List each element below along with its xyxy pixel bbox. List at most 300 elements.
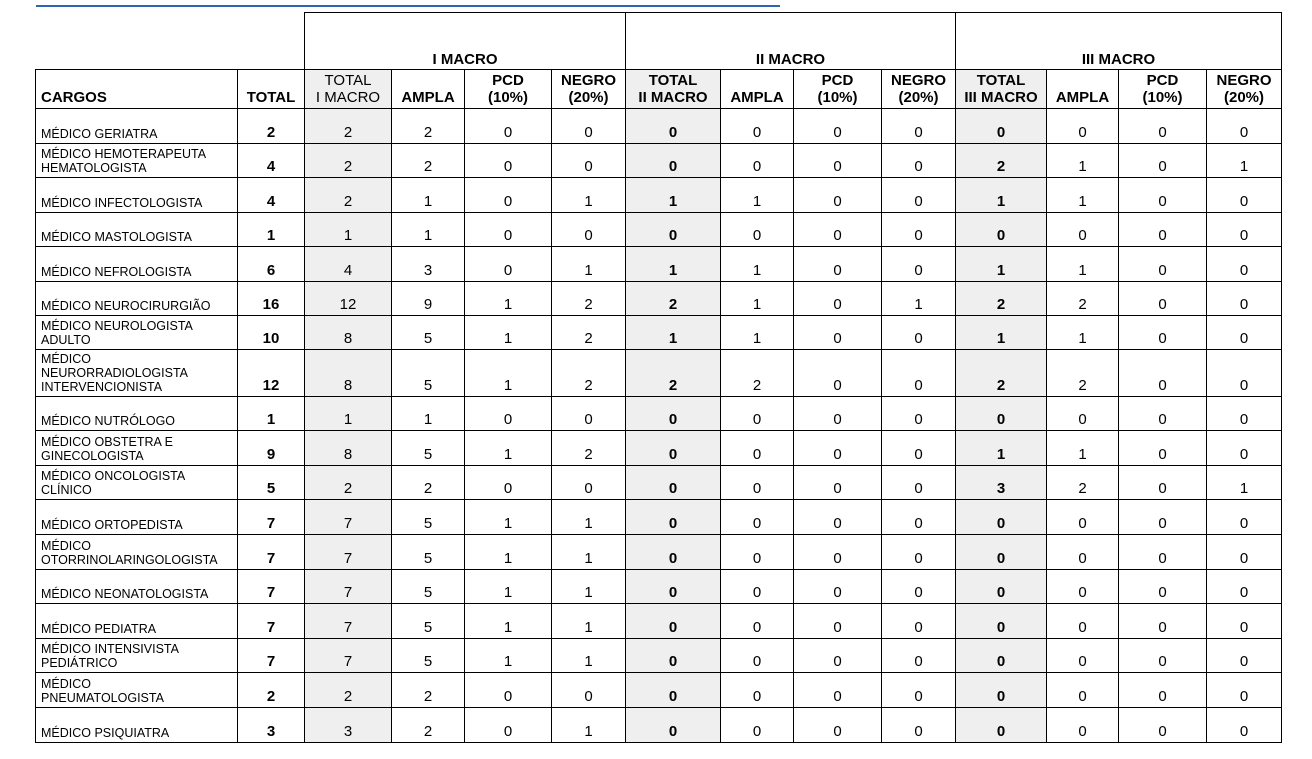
value-cell: 0 <box>1047 397 1119 431</box>
value-cell: 1 <box>1047 431 1119 466</box>
value-cell: 1 <box>552 570 626 604</box>
cargo-line: MÉDICO OBSTETRA E <box>41 435 173 449</box>
value-cell: 10 <box>238 316 305 350</box>
value-cell: 3 <box>305 708 392 743</box>
value-cell: 0 <box>1119 316 1207 350</box>
value-cell: 1 <box>392 397 465 431</box>
value-cell: 7 <box>305 570 392 604</box>
value-cell: 3 <box>392 247 465 282</box>
value-cell: 7 <box>305 500 392 535</box>
value-cell: 0 <box>882 144 956 178</box>
value-cell: 0 <box>882 708 956 743</box>
value-cell: 8 <box>305 350 392 397</box>
table-row <box>36 350 1282 397</box>
value-cell: 2 <box>392 144 465 178</box>
value-cell: 0 <box>956 604 1047 639</box>
value-cell: 0 <box>465 144 552 178</box>
value-cell: 1 <box>392 178 465 213</box>
value-cell: 0 <box>882 213 956 247</box>
value-cell: 0 <box>882 431 956 466</box>
value-cell: 1 <box>1047 144 1119 178</box>
cargo-cell <box>36 431 238 466</box>
value-cell: 0 <box>956 673 1047 708</box>
value-cell: 1 <box>721 282 794 316</box>
cargo-line: MÉDICO NEUROLOGISTA <box>41 319 193 333</box>
value-cell: 2 <box>1047 350 1119 397</box>
group-iii-macro: III MACRO <box>956 13 1282 70</box>
value-cell: 0 <box>721 466 794 500</box>
value-cell: 1 <box>465 570 552 604</box>
value-cell: 7 <box>238 570 305 604</box>
value-cell: 0 <box>721 109 794 144</box>
value-cell: 0 <box>552 466 626 500</box>
value-cell: 5 <box>392 535 465 570</box>
cargo-line: MÉDICO NUTRÓLOGO <box>41 414 176 428</box>
value-cell: 1 <box>552 178 626 213</box>
header-ampla-i: AMPLA <box>392 70 465 109</box>
cargo-line: ADULTO <box>41 333 91 347</box>
value-cell: 0 <box>1119 708 1207 743</box>
value-cell: 1 <box>1047 316 1119 350</box>
table-row <box>36 144 1282 178</box>
value-cell: 0 <box>1119 282 1207 316</box>
table-row <box>36 109 1282 144</box>
value-cell: 0 <box>1119 247 1207 282</box>
value-cell: 0 <box>1119 604 1207 639</box>
value-cell: 1 <box>305 397 392 431</box>
value-cell: 0 <box>882 500 956 535</box>
value-cell: 1 <box>956 178 1047 213</box>
cargo-cell <box>36 466 238 500</box>
value-cell: 5 <box>392 604 465 639</box>
value-cell: 0 <box>721 604 794 639</box>
cargo-line: GINECOLOGISTA <box>41 449 144 463</box>
value-cell: 0 <box>465 673 552 708</box>
header-total-ii-macro: TOTAL II MACRO <box>626 70 721 109</box>
value-cell: 12 <box>238 350 305 397</box>
table-row <box>36 466 1282 500</box>
value-cell: 0 <box>1207 178 1282 213</box>
value-cell: 0 <box>465 109 552 144</box>
cargo-line: MÉDICO GERIATRA <box>41 127 158 141</box>
value-cell: 2 <box>552 282 626 316</box>
value-cell: 2 <box>552 350 626 397</box>
value-cell: 9 <box>392 282 465 316</box>
cargo-line: PNEUMATOLOGISTA <box>41 691 164 705</box>
value-cell: 4 <box>238 178 305 213</box>
value-cell: 1 <box>626 316 721 350</box>
header-pcd-ii: PCD (10%) <box>794 70 882 109</box>
vacancy-table <box>35 12 1282 743</box>
value-cell: 5 <box>392 350 465 397</box>
value-cell: 1 <box>465 282 552 316</box>
value-cell: 1 <box>465 639 552 673</box>
value-cell: 0 <box>794 213 882 247</box>
value-cell: 0 <box>1207 247 1282 282</box>
cargo-line: MÉDICO NEUROCIRURGIÃO <box>41 299 211 313</box>
value-cell: 2 <box>238 109 305 144</box>
value-cell: 0 <box>1047 500 1119 535</box>
value-cell: 0 <box>1207 604 1282 639</box>
value-cell: 2 <box>305 673 392 708</box>
header-negro-iii: NEGRO (20%) <box>1207 70 1282 109</box>
value-cell: 1 <box>1047 178 1119 213</box>
cargo-cell <box>36 397 238 431</box>
value-cell: 5 <box>392 639 465 673</box>
value-cell: 1 <box>238 213 305 247</box>
value-cell: 7 <box>238 535 305 570</box>
value-cell: 0 <box>1207 397 1282 431</box>
value-cell: 0 <box>1207 500 1282 535</box>
value-cell: 2 <box>552 431 626 466</box>
table-row <box>36 673 1282 708</box>
header-cargos: CARGOS <box>36 70 238 109</box>
value-cell: 5 <box>392 570 465 604</box>
value-cell: 0 <box>794 397 882 431</box>
value-cell: 1 <box>465 350 552 397</box>
value-cell: 0 <box>626 639 721 673</box>
cargo-line: MÉDICO <box>41 539 91 553</box>
value-cell: 0 <box>794 350 882 397</box>
group-i-macro: I MACRO <box>305 13 626 70</box>
value-cell: 0 <box>956 535 1047 570</box>
value-cell: 0 <box>1119 570 1207 604</box>
value-cell: 1 <box>552 708 626 743</box>
value-cell: 0 <box>794 247 882 282</box>
value-cell: 0 <box>794 639 882 673</box>
value-cell: 0 <box>1119 535 1207 570</box>
value-cell: 0 <box>1119 673 1207 708</box>
value-cell: 5 <box>392 316 465 350</box>
value-cell: 0 <box>1207 673 1282 708</box>
value-cell: 0 <box>794 316 882 350</box>
value-cell: 7 <box>305 604 392 639</box>
value-cell: 0 <box>721 535 794 570</box>
value-cell: 0 <box>794 282 882 316</box>
value-cell: 0 <box>465 397 552 431</box>
cargo-cell <box>36 109 238 144</box>
value-cell: 0 <box>721 144 794 178</box>
header-ampla-ii: AMPLA <box>721 70 794 109</box>
value-cell: 0 <box>956 570 1047 604</box>
value-cell: 8 <box>305 431 392 466</box>
cargo-line: MÉDICO HEMOTERAPEUTA <box>41 147 207 161</box>
value-cell: 0 <box>552 109 626 144</box>
value-cell: 1 <box>465 500 552 535</box>
value-cell: 0 <box>626 708 721 743</box>
value-cell: 0 <box>721 213 794 247</box>
value-cell: 0 <box>882 604 956 639</box>
cargo-line: MÉDICO PEDIATRA <box>41 622 157 636</box>
value-cell: 0 <box>882 397 956 431</box>
value-cell: 0 <box>721 397 794 431</box>
cargo-cell <box>36 213 238 247</box>
value-cell: 2 <box>305 178 392 213</box>
value-cell: 0 <box>1119 431 1207 466</box>
value-cell: 2 <box>305 466 392 500</box>
header-pcd-i: PCD (10%) <box>465 70 552 109</box>
value-cell: 2 <box>1047 466 1119 500</box>
value-cell: 0 <box>1207 109 1282 144</box>
value-cell: 2 <box>238 673 305 708</box>
value-cell: 0 <box>1119 466 1207 500</box>
value-cell: 2 <box>626 282 721 316</box>
value-cell: 0 <box>1119 213 1207 247</box>
header-negro-ii: NEGRO (20%) <box>882 70 956 109</box>
value-cell: 1 <box>956 316 1047 350</box>
value-cell: 2 <box>392 109 465 144</box>
group-ii-macro: II MACRO <box>626 13 956 70</box>
value-cell: 5 <box>238 466 305 500</box>
value-cell: 0 <box>1047 109 1119 144</box>
value-cell: 1 <box>392 213 465 247</box>
value-cell: 0 <box>882 673 956 708</box>
value-cell: 0 <box>1207 350 1282 397</box>
table-row <box>36 397 1282 431</box>
value-cell: 0 <box>1047 673 1119 708</box>
value-cell: 0 <box>882 247 956 282</box>
value-cell: 0 <box>1207 282 1282 316</box>
value-cell: 0 <box>465 178 552 213</box>
cargo-line: PEDIÁTRICO <box>41 656 118 670</box>
cargo-cell <box>36 673 238 708</box>
value-cell: 1 <box>552 500 626 535</box>
value-cell: 2 <box>305 109 392 144</box>
value-cell: 1 <box>465 535 552 570</box>
header-total-i-macro: TOTAL I MACRO <box>305 70 392 109</box>
cargo-cell <box>36 247 238 282</box>
table-row <box>36 639 1282 673</box>
value-cell: 2 <box>956 282 1047 316</box>
cargo-line: MÉDICO PSIQUIATRA <box>41 726 170 740</box>
value-cell: 12 <box>305 282 392 316</box>
table-row <box>36 570 1282 604</box>
value-cell: 1 <box>552 639 626 673</box>
value-cell: 0 <box>794 178 882 213</box>
cargo-line: MÉDICO ORTOPEDISTA <box>41 518 183 532</box>
value-cell: 0 <box>1207 708 1282 743</box>
value-cell: 2 <box>392 466 465 500</box>
value-cell: 0 <box>1047 213 1119 247</box>
value-cell: 0 <box>626 673 721 708</box>
value-cell: 1 <box>238 397 305 431</box>
value-cell: 1 <box>626 247 721 282</box>
value-cell: 1 <box>1207 466 1282 500</box>
value-cell: 0 <box>626 109 721 144</box>
cargo-cell <box>36 350 238 397</box>
value-cell: 0 <box>1119 178 1207 213</box>
header-total-iii-macro: TOTAL III MACRO <box>956 70 1047 109</box>
cargo-line: MÉDICO ONCOLOGISTA <box>41 469 186 483</box>
cargo-line: CLÍNICO <box>41 483 92 497</box>
cargo-cell <box>36 639 238 673</box>
value-cell: 2 <box>956 350 1047 397</box>
value-cell: 0 <box>552 213 626 247</box>
cargo-line: HEMATOLOGISTA <box>41 161 147 175</box>
cargo-cell <box>36 144 238 178</box>
value-cell: 0 <box>1119 397 1207 431</box>
table-row <box>36 604 1282 639</box>
value-cell: 0 <box>794 431 882 466</box>
value-cell: 0 <box>882 466 956 500</box>
value-cell: 5 <box>392 500 465 535</box>
value-cell: 0 <box>1119 350 1207 397</box>
value-cell: 6 <box>238 247 305 282</box>
value-cell: 0 <box>882 316 956 350</box>
table-row <box>36 500 1282 535</box>
value-cell: 1 <box>552 604 626 639</box>
value-cell: 1 <box>465 604 552 639</box>
column-header-row <box>36 70 1282 109</box>
value-cell: 0 <box>1047 570 1119 604</box>
value-cell: 0 <box>794 673 882 708</box>
value-cell: 0 <box>794 109 882 144</box>
value-cell: 1 <box>721 247 794 282</box>
macro-group-row <box>36 13 1282 70</box>
value-cell: 0 <box>465 466 552 500</box>
value-cell: 0 <box>882 178 956 213</box>
table-row <box>36 282 1282 316</box>
value-cell: 2 <box>305 144 392 178</box>
cargo-line: NEURORRADIOLOGISTA <box>41 366 189 380</box>
value-cell: 0 <box>1047 708 1119 743</box>
value-cell: 0 <box>1207 570 1282 604</box>
cargo-cell <box>36 178 238 213</box>
table-row <box>36 431 1282 466</box>
cargo-cell <box>36 282 238 316</box>
value-cell: 0 <box>794 466 882 500</box>
cargo-line: MÉDICO NEONATOLOGISTA <box>41 587 209 601</box>
top-rule <box>36 5 780 7</box>
value-cell: 0 <box>626 535 721 570</box>
value-cell: 1 <box>882 282 956 316</box>
value-cell: 0 <box>1207 535 1282 570</box>
header-total: TOTAL <box>238 70 305 109</box>
value-cell: 0 <box>1207 431 1282 466</box>
value-cell: 0 <box>794 500 882 535</box>
value-cell: 2 <box>392 673 465 708</box>
cargo-line: MÉDICO INFECTOLOGISTA <box>41 196 203 210</box>
value-cell: 1 <box>956 247 1047 282</box>
value-cell: 7 <box>238 500 305 535</box>
value-cell: 0 <box>626 397 721 431</box>
cargo-cell <box>36 500 238 535</box>
value-cell: 2 <box>721 350 794 397</box>
value-cell: 0 <box>465 213 552 247</box>
value-cell: 1 <box>1047 247 1119 282</box>
value-cell: 0 <box>626 431 721 466</box>
value-cell: 2 <box>552 316 626 350</box>
value-cell: 1 <box>465 316 552 350</box>
value-cell: 0 <box>1207 639 1282 673</box>
table-row <box>36 247 1282 282</box>
value-cell: 0 <box>626 570 721 604</box>
cargo-line: MÉDICO INTENSIVISTA <box>41 642 179 656</box>
value-cell: 0 <box>626 213 721 247</box>
value-cell: 3 <box>238 708 305 743</box>
cargo-cell <box>36 708 238 743</box>
value-cell: 1 <box>552 247 626 282</box>
table-row <box>36 178 1282 213</box>
value-cell: 0 <box>465 708 552 743</box>
value-cell: 0 <box>956 500 1047 535</box>
value-cell: 0 <box>1119 144 1207 178</box>
value-cell: 0 <box>1047 535 1119 570</box>
value-cell: 0 <box>626 500 721 535</box>
value-cell: 0 <box>721 708 794 743</box>
cargo-line: MÉDICO <box>41 352 91 366</box>
value-cell: 1 <box>721 178 794 213</box>
value-cell: 1 <box>1207 144 1282 178</box>
value-cell: 2 <box>1047 282 1119 316</box>
table-row <box>36 535 1282 570</box>
value-cell: 0 <box>882 109 956 144</box>
value-cell: 1 <box>552 535 626 570</box>
table-row <box>36 316 1282 350</box>
value-cell: 1 <box>721 316 794 350</box>
value-cell: 4 <box>305 247 392 282</box>
value-cell: 0 <box>721 431 794 466</box>
value-cell: 0 <box>794 604 882 639</box>
cargo-line: OTORRINOLARINGOLOGISTA <box>41 553 218 567</box>
value-cell: 0 <box>1047 639 1119 673</box>
value-cell: 0 <box>956 109 1047 144</box>
value-cell: 0 <box>794 708 882 743</box>
value-cell: 16 <box>238 282 305 316</box>
header-ampla-iii: AMPLA <box>1047 70 1119 109</box>
value-cell: 0 <box>721 673 794 708</box>
value-cell: 7 <box>238 639 305 673</box>
value-cell: 0 <box>956 708 1047 743</box>
value-cell: 0 <box>465 247 552 282</box>
value-cell: 0 <box>956 397 1047 431</box>
cargo-line: MÉDICO <box>41 677 91 691</box>
cargo-cell <box>36 535 238 570</box>
value-cell: 0 <box>552 144 626 178</box>
value-cell: 0 <box>882 535 956 570</box>
value-cell: 3 <box>956 466 1047 500</box>
value-cell: 0 <box>1207 316 1282 350</box>
value-cell: 1 <box>305 213 392 247</box>
value-cell: 4 <box>238 144 305 178</box>
value-cell: 7 <box>238 604 305 639</box>
value-cell: 5 <box>392 431 465 466</box>
cargo-cell <box>36 316 238 350</box>
value-cell: 0 <box>626 144 721 178</box>
value-cell: 2 <box>626 350 721 397</box>
cargo-line: MÉDICO MASTOLOGISTA <box>41 230 192 244</box>
value-cell: 0 <box>1207 213 1282 247</box>
value-cell: 7 <box>305 535 392 570</box>
cargo-line: MÉDICO NEFROLOGISTA <box>41 265 192 279</box>
value-cell: 0 <box>882 639 956 673</box>
value-cell: 0 <box>794 570 882 604</box>
cargo-line: INTERVENCIONISTA <box>41 380 163 394</box>
value-cell: 0 <box>626 466 721 500</box>
value-cell: 9 <box>238 431 305 466</box>
value-cell: 1 <box>465 431 552 466</box>
value-cell: 0 <box>794 535 882 570</box>
value-cell: 2 <box>956 144 1047 178</box>
table-row <box>36 213 1282 247</box>
value-cell: 0 <box>552 397 626 431</box>
value-cell: 0 <box>626 604 721 639</box>
value-cell: 2 <box>392 708 465 743</box>
value-cell: 0 <box>1119 500 1207 535</box>
value-cell: 1 <box>956 431 1047 466</box>
header-negro-i: NEGRO (20%) <box>552 70 626 109</box>
value-cell: 7 <box>305 639 392 673</box>
